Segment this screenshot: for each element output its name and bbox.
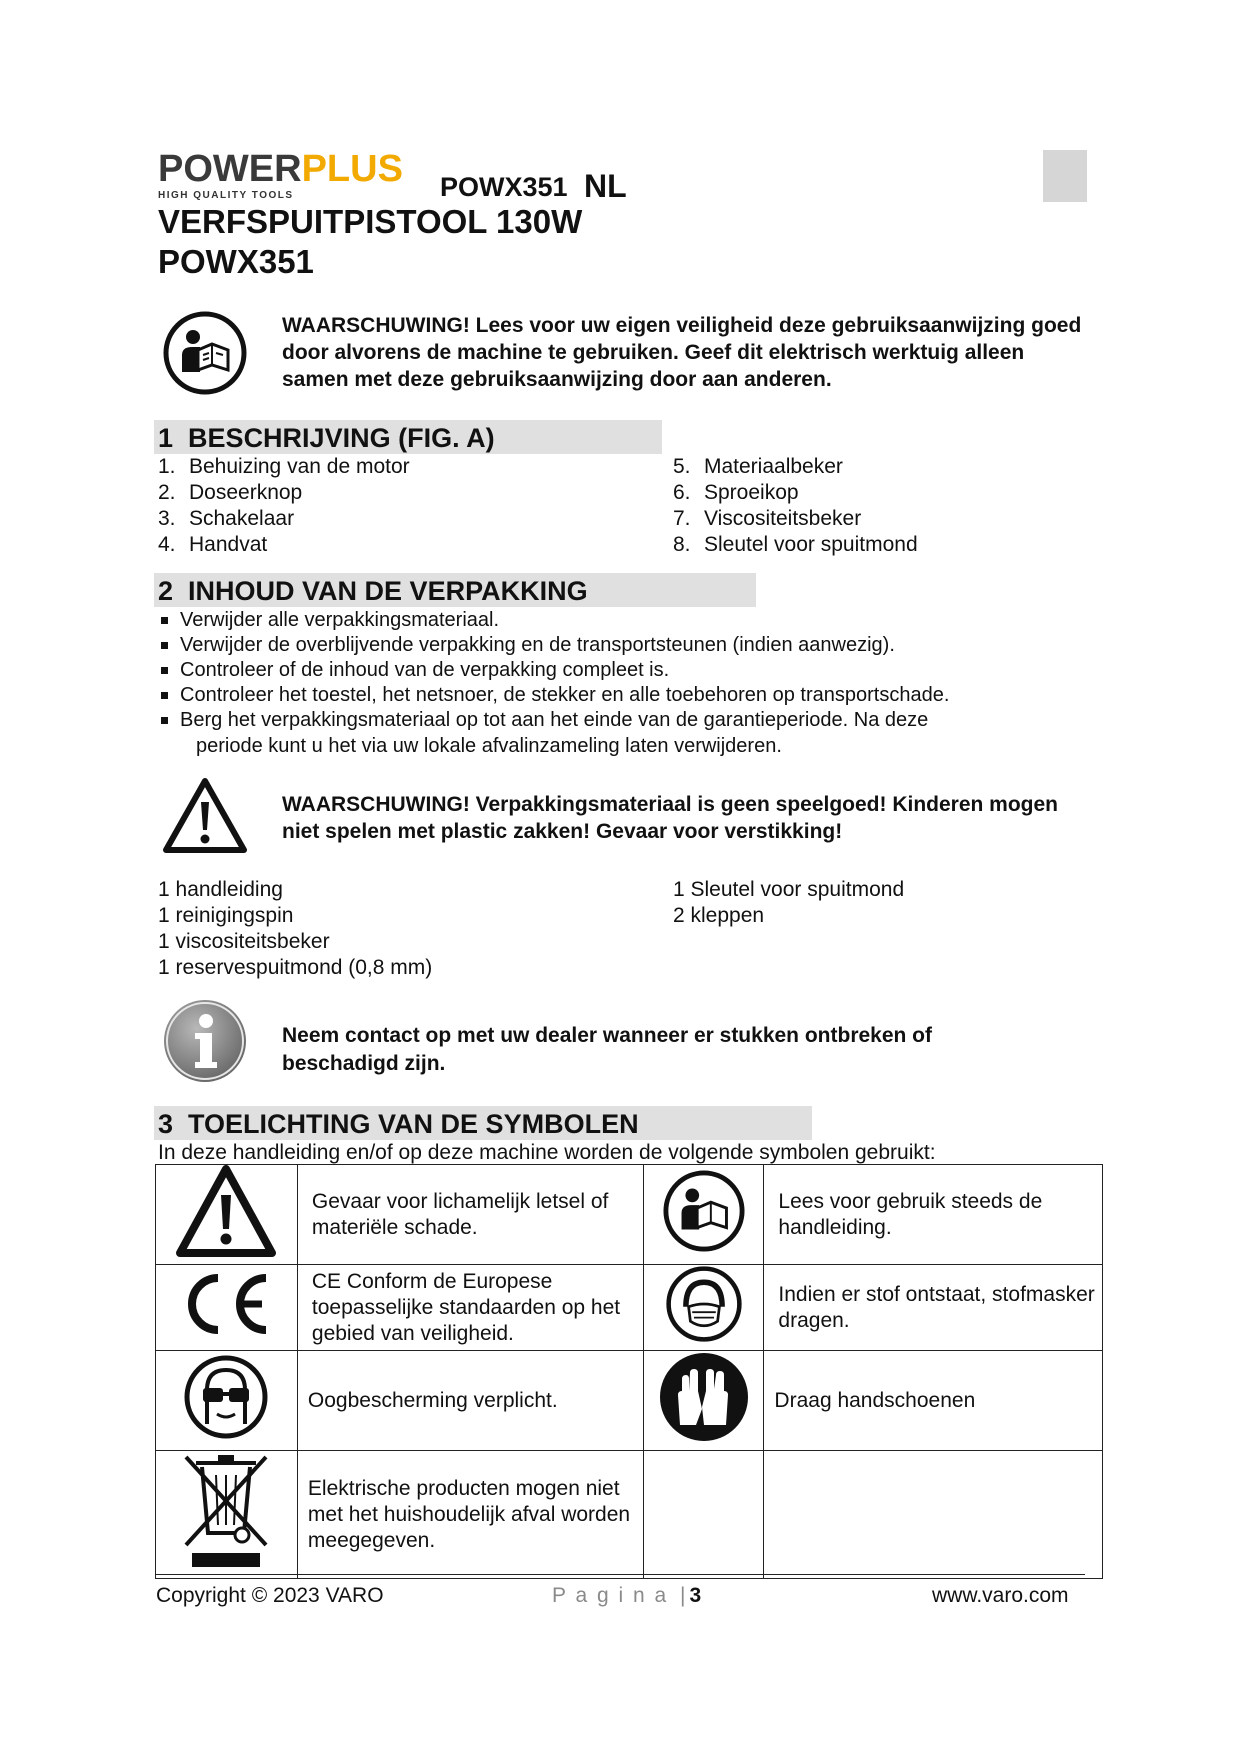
list-item: 1. Behuizing van de motor <box>158 455 410 478</box>
table-cell-icon <box>644 1165 764 1265</box>
list-item: Verwijder alle verpakkingsmateriaal. <box>158 608 1098 633</box>
section-1-title: BESCHRIJVING (FIG. A) <box>188 423 495 453</box>
list-item: 2. Doseerknop <box>158 481 303 504</box>
description-list-right <box>673 454 1093 558</box>
table-cell-icon <box>156 1351 298 1451</box>
info-icon <box>162 998 248 1084</box>
footer-page-label: P a g i n a <box>552 1584 669 1607</box>
symbols-table <box>155 1164 1103 1579</box>
section-1-number: 1 <box>158 423 174 453</box>
table-cell-empty <box>644 1451 764 1579</box>
footer-page-indicator <box>552 1584 701 1608</box>
title-line-2: POWX351 <box>158 243 314 280</box>
warning-triangle-icon <box>176 1165 276 1257</box>
page-tab-marker <box>1043 150 1087 202</box>
read-manual-icon <box>662 1169 746 1253</box>
table-cell-icon <box>644 1351 764 1451</box>
table-row <box>156 1265 1103 1351</box>
eye-protection-icon <box>183 1354 269 1440</box>
brand-accent: PLUS <box>301 148 403 190</box>
dust-mask-icon <box>664 1265 744 1343</box>
info-text: Neem contact op met uw dealer wanneer er stukken ontbreken of beschadigd zijn. <box>282 1024 933 1075</box>
table-cell-icon <box>156 1265 298 1351</box>
table-cell-icon <box>156 1165 298 1265</box>
symbols-intro: In deze handleiding en/of op deze machine worden de volgende symbolen gebruikt: <box>158 1141 936 1164</box>
footer-divider <box>155 1574 1085 1575</box>
list-item: 3. Schakelaar <box>158 507 295 530</box>
table-row <box>156 1165 1103 1265</box>
list-item: 1 reinigingspin <box>158 904 294 927</box>
footer-copyright: Copyright © 2023 VARO <box>156 1584 384 1607</box>
table-cell-icon <box>644 1265 764 1351</box>
model-code: POWX351 <box>440 172 568 202</box>
packaging-bullet-list <box>158 608 1098 733</box>
read-manual-icon <box>162 310 248 396</box>
list-item: Controleer of de inhoud van de verpakking compleet is. <box>158 658 1098 683</box>
section-2-number: 2 <box>158 576 174 606</box>
list-item: 6. Sproeikop <box>673 481 799 504</box>
footer-website: www.varo.com <box>932 1584 1069 1607</box>
table-cell-empty <box>764 1451 1103 1579</box>
weee-bin-icon <box>178 1451 274 1571</box>
list-item: 4. Handvat <box>158 533 268 556</box>
table-cell-text: Draag handschoenen <box>764 1351 1103 1451</box>
contents-list-right <box>673 877 904 929</box>
gloves-icon <box>658 1351 750 1443</box>
bullet-continuation: periode kunt u het via uw lokale afvalinzameling laten verwijderen. <box>196 735 782 757</box>
brand-logo <box>158 150 403 201</box>
table-cell-text: Gevaar voor lichamelijk letsel of materiële schade. <box>297 1165 644 1265</box>
description-list-left <box>158 454 638 558</box>
table-cell-text: Lees voor gebruik steeds de handleiding. <box>764 1165 1103 1265</box>
list-item: 1 Sleutel voor spuitmond <box>673 878 905 901</box>
list-item: 7. Viscositeitsbeker <box>673 507 862 530</box>
language-code: NL <box>584 168 627 204</box>
contents-list-left <box>158 877 432 981</box>
list-item: 2 kleppen <box>673 904 765 927</box>
table-cell-text: CE Conform de Europese toepasselijke standaarden op het gebied van veiligheid. <box>297 1265 644 1351</box>
table-cell-icon <box>156 1451 298 1579</box>
table-row <box>156 1351 1103 1451</box>
list-item: 8. Sleutel voor spuitmond <box>673 533 918 556</box>
list-item: 5. Materiaalbeker <box>673 455 843 478</box>
warning-triangle-icon <box>162 776 248 856</box>
intro-warning-text: WAARSCHUWING! Lees voor uw eigen veiligheid deze gebruiksaanwijzing goed door alvorens de machine te gebruiken. Geef dit elektrisch werktuig alleen samen met deze gebruiksaanwijzing door aan anderen. <box>282 314 1082 391</box>
list-item: Controleer het toestel, het netsnoer, de stekker en alle toebehoren op transportschade. <box>158 683 1098 708</box>
table-cell-text: Oogbescherming verplicht. <box>297 1351 644 1451</box>
footer-separator: | <box>680 1584 686 1607</box>
title-line-1: VERFSPUITPISTOOL 130W <box>158 203 583 240</box>
section-2-heading <box>154 573 756 607</box>
section-3-number: 3 <box>158 1109 174 1139</box>
section-3-heading <box>154 1106 812 1140</box>
section-2-title: INHOUD VAN DE VERPAKKING <box>188 576 588 606</box>
list-item: Berg het verpakkingsmateriaal op tot aan het einde van de garantieperiode. Na deze <box>158 708 1098 733</box>
list-item: 1 viscositeitsbeker <box>158 930 330 953</box>
section-1-heading <box>154 420 662 454</box>
ce-mark-icon <box>176 1268 276 1340</box>
list-item: Verwijder de overblijvende verpakking en de transportsteunen (indien aanwezig). <box>158 633 1098 658</box>
table-cell-text: Indien er stof ontstaat, stofmasker dragen. <box>764 1265 1103 1351</box>
packaging-warning-text: WAARSCHUWING! Verpakkingsmateriaal is geen speelgoed! Kinderen mogen niet spelen met plastic zakken! Gevaar voor verstikking! <box>282 793 1059 843</box>
page-title <box>158 202 582 282</box>
table-cell-text: Elektrische producten mogen niet met het huishoudelijk afval worden meegegeven. <box>297 1451 644 1579</box>
footer-page-number: 3 <box>689 1584 702 1607</box>
list-item: 1 handleiding <box>158 878 283 901</box>
brand-main: POWER <box>158 148 302 190</box>
table-row <box>156 1451 1103 1579</box>
list-item: 1 reservespuitmond (0,8 mm) <box>158 956 433 979</box>
brand-tagline: HIGH QUALITY TOOLS <box>158 190 294 201</box>
section-3-title: TOELICHTING VAN DE SYMBOLEN <box>188 1109 639 1139</box>
